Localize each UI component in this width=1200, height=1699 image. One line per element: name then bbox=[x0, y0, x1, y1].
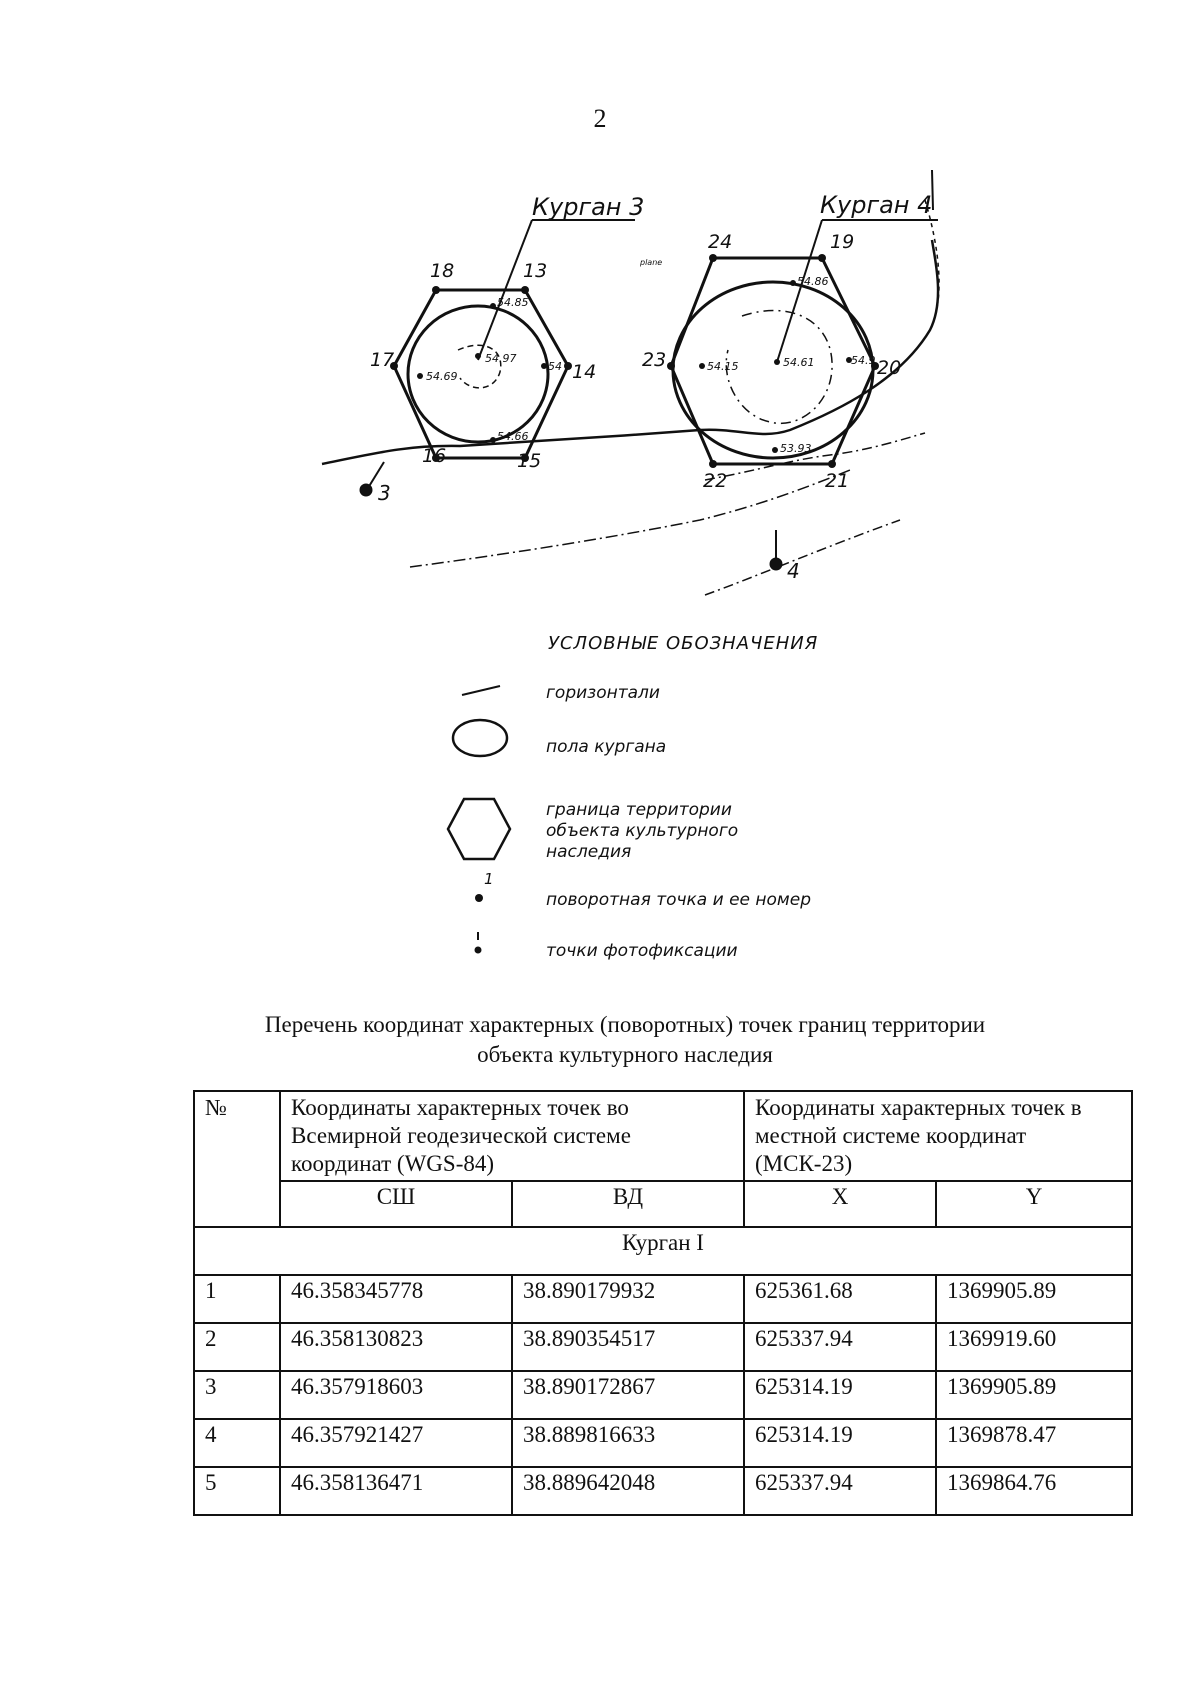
small-map-label: plane bbox=[640, 258, 663, 267]
legend-item-boundary bbox=[546, 800, 738, 863]
elevation-label: 54.15 bbox=[707, 360, 739, 373]
turning-point bbox=[709, 460, 717, 468]
photo-point-number: 4 bbox=[787, 559, 800, 583]
cell-latitude: 46.358130823 bbox=[280, 1323, 512, 1371]
legend-item-contours: горизонтали bbox=[546, 683, 660, 703]
turning-point bbox=[828, 460, 836, 468]
cell-x: 625314.19 bbox=[744, 1419, 936, 1467]
elevation-point bbox=[475, 353, 481, 359]
elevation-label: 54.9 bbox=[851, 354, 876, 367]
cell-x: 625337.94 bbox=[744, 1323, 936, 1371]
table-row bbox=[194, 1323, 1132, 1371]
point-number: 17 bbox=[370, 349, 395, 371]
point-icon-number: 1 bbox=[484, 870, 494, 888]
elevation-point bbox=[490, 437, 496, 443]
table-row bbox=[194, 1371, 1132, 1419]
mound-3 bbox=[394, 220, 635, 458]
elevation-label: 54.85 bbox=[497, 296, 529, 309]
turning-point bbox=[432, 286, 440, 294]
elevation-label: 54.66 bbox=[497, 430, 529, 443]
mound-3-points bbox=[390, 286, 572, 462]
legend-title: УСЛОВНЫЕ ОБОЗНАЧЕНИЯ bbox=[548, 633, 819, 654]
cell-number: 2 bbox=[194, 1323, 280, 1371]
caption-line-1: Перечень координат характерных (поворотных) точек границ территории bbox=[264, 1012, 986, 1037]
contour-line bbox=[410, 470, 850, 567]
contour-line bbox=[705, 433, 925, 480]
cell-y: 1369919.60 bbox=[936, 1323, 1132, 1371]
point-icon bbox=[475, 894, 483, 902]
legend-item-boundary-line: граница территории bbox=[546, 800, 732, 820]
contour-line-icon bbox=[462, 686, 500, 695]
cell-x: 625337.94 bbox=[744, 1467, 936, 1515]
legend-item-photo-point: точки фотофиксации bbox=[546, 941, 738, 961]
ellipse-icon bbox=[453, 720, 507, 756]
point-number: 22 bbox=[703, 470, 728, 492]
mound-3-title: Курган 3 bbox=[532, 193, 645, 221]
cell-latitude: 46.358345778 bbox=[280, 1275, 512, 1323]
point-number: 19 bbox=[830, 231, 855, 253]
legend-item-turning-point: поворотная точка и ее номер bbox=[546, 890, 811, 910]
point-number: 15 bbox=[517, 450, 542, 472]
header-latitude: СШ bbox=[280, 1181, 512, 1227]
legend-item-boundary-line: объекта культурного bbox=[546, 821, 739, 841]
legend-item-boundary-line: наследия bbox=[546, 842, 632, 862]
elevation-point bbox=[790, 280, 796, 286]
table-row bbox=[194, 1467, 1132, 1515]
elevation-point bbox=[772, 447, 778, 453]
elevation-label: 54.69 bbox=[426, 370, 458, 383]
turning-point bbox=[709, 254, 717, 262]
elevation-label: 54.86 bbox=[797, 275, 829, 288]
elevation-label: 53.93 bbox=[780, 442, 812, 455]
cell-longitude: 38.889642048 bbox=[512, 1467, 744, 1515]
elevation-label: 54 bbox=[548, 360, 562, 373]
elevation-point bbox=[774, 359, 780, 365]
turning-point bbox=[521, 286, 529, 294]
cell-longitude: 38.890354517 bbox=[512, 1323, 744, 1371]
photo-point-icon-dot bbox=[475, 947, 482, 954]
cell-y: 1369864.76 bbox=[936, 1467, 1132, 1515]
header-number: № bbox=[194, 1091, 280, 1227]
header-msk23: Координаты характерных точек в местной системе координат (МСК-23) bbox=[744, 1091, 1132, 1181]
cell-longitude: 38.889816633 bbox=[512, 1419, 744, 1467]
point-number: 18 bbox=[430, 260, 455, 282]
hexagon-icon bbox=[448, 799, 510, 859]
elevation-point bbox=[490, 303, 496, 309]
legend-item-mound-base: пола кургана bbox=[546, 737, 667, 757]
cell-longitude: 38.890179932 bbox=[512, 1275, 744, 1323]
contour-line bbox=[932, 170, 933, 210]
elevation-point bbox=[541, 363, 547, 369]
cell-x: 625314.19 bbox=[744, 1371, 936, 1419]
cell-number: 4 bbox=[194, 1419, 280, 1467]
cell-latitude: 46.357918603 bbox=[280, 1371, 512, 1419]
caption-line-2: объекта культурного наследия bbox=[477, 1042, 773, 1067]
elevation-point bbox=[417, 373, 423, 379]
table-row bbox=[194, 1275, 1132, 1323]
table-group-row: Курган I bbox=[194, 1227, 1132, 1275]
mound-4-base-ellipse bbox=[673, 282, 873, 458]
point-number: 24 bbox=[708, 231, 733, 253]
point-number: 14 bbox=[572, 361, 597, 383]
point-number: 13 bbox=[523, 260, 548, 282]
point-number: 20 bbox=[877, 357, 902, 379]
header-wgs84: Координаты характерных точек во Всемирной геодезической системе координат (WGS-84) bbox=[280, 1091, 744, 1181]
page-number: 2 bbox=[593, 104, 607, 133]
cell-y: 1369878.47 bbox=[936, 1419, 1132, 1467]
cell-latitude: 46.358136471 bbox=[280, 1467, 512, 1515]
mound-4-points bbox=[667, 254, 879, 468]
cell-x: 625361.68 bbox=[744, 1275, 936, 1323]
cell-y: 1369905.89 bbox=[936, 1371, 1132, 1419]
header-longitude: ВД bbox=[512, 1181, 744, 1227]
coordinates-table bbox=[193, 1090, 1133, 1516]
mound-4-title: Курган 4 bbox=[820, 191, 933, 219]
cell-number: 5 bbox=[194, 1467, 280, 1515]
point-number: 16 bbox=[422, 445, 447, 467]
elevation-point bbox=[699, 363, 705, 369]
header-y: Y bbox=[936, 1181, 1132, 1227]
photo-point-4 bbox=[770, 530, 782, 570]
cell-longitude: 38.890172867 bbox=[512, 1371, 744, 1419]
mound-4-contour bbox=[726, 311, 832, 424]
turning-point bbox=[818, 254, 826, 262]
cell-y: 1369905.89 bbox=[936, 1275, 1132, 1323]
turning-point bbox=[667, 362, 675, 370]
cell-number: 1 bbox=[194, 1275, 280, 1323]
elevation-label: 54.61 bbox=[783, 356, 815, 369]
table-row bbox=[194, 1419, 1132, 1467]
cell-latitude: 46.357921427 bbox=[280, 1419, 512, 1467]
point-number: 23 bbox=[642, 349, 667, 371]
header-x: X bbox=[744, 1181, 936, 1227]
elevation-label: 54.97 bbox=[485, 352, 517, 365]
photo-point-number: 3 bbox=[378, 481, 391, 505]
cell-number: 3 bbox=[194, 1371, 280, 1419]
turning-point bbox=[564, 362, 572, 370]
contour-line bbox=[705, 520, 900, 595]
point-number: 21 bbox=[825, 470, 850, 492]
